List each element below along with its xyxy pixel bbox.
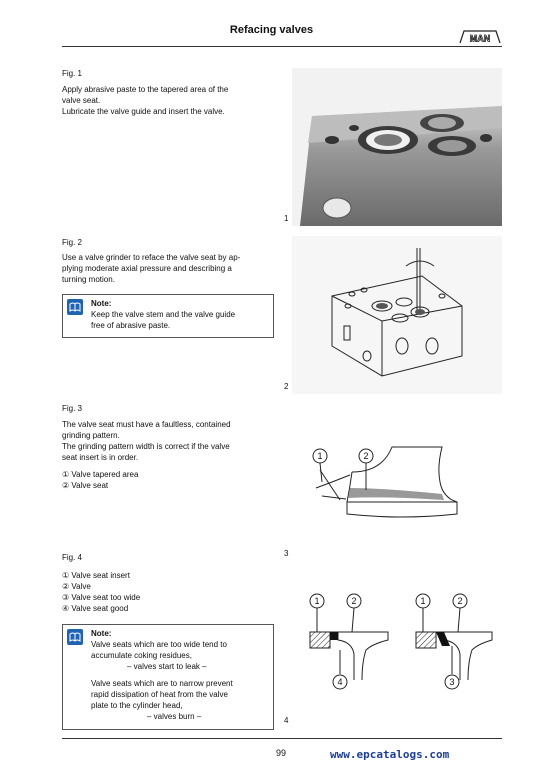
watermark-url: www.epcatalogs.com xyxy=(330,748,450,761)
footer-rule xyxy=(62,738,502,739)
note-line: Valve seats which are too wide tend to xyxy=(91,640,227,649)
fig-2-drawing xyxy=(292,236,502,394)
note-line: – valves burn – xyxy=(147,712,202,721)
fig-1-label: Fig. 1 xyxy=(62,69,83,78)
callout-left-2: 2 xyxy=(351,596,357,606)
fig-2-note xyxy=(62,294,274,338)
fig-4-label: Fig. 4 xyxy=(62,553,83,562)
callout-right-1: 1 xyxy=(420,596,426,606)
page-number: 99 xyxy=(276,748,287,758)
fig-2-number: 2 xyxy=(284,382,289,391)
fig-2-line: plying moderate axial pressure and describing a xyxy=(62,264,232,273)
note-line: Keep the valve stem and the valve guide xyxy=(91,310,236,319)
fig-1-photo xyxy=(292,68,502,226)
fig-3-line: grinding pattern. xyxy=(62,431,120,440)
fig-1-line: Lubricate the valve guide and insert the valve. xyxy=(62,107,225,116)
note-book-icon xyxy=(67,629,83,645)
fig-3-legend xyxy=(62,469,138,491)
callout-2: 2 xyxy=(363,451,369,461)
fig-3-line: seat insert is in order. xyxy=(62,453,139,462)
fig-1-line: valve seat. xyxy=(62,96,101,105)
fig-2-text xyxy=(62,252,240,285)
svg-text:MAN: MAN xyxy=(469,33,491,44)
legend-item: ② Valve seat xyxy=(62,481,109,490)
fig-3-number: 3 xyxy=(284,549,289,558)
note-title: Note: xyxy=(91,629,112,638)
note-line: Valve seats which are to narrow prevent xyxy=(91,679,233,688)
callout-left-4: 4 xyxy=(337,677,343,687)
legend-item: ② Valve xyxy=(62,582,91,591)
fig-4-legend xyxy=(62,570,140,614)
note-line: rapid dissipation of heat from the valve xyxy=(91,690,228,699)
legend-item: ④ Valve seat good xyxy=(62,604,129,613)
fig-1-number: 1 xyxy=(284,214,289,223)
note-line: – valves start to leak – xyxy=(127,662,207,671)
note-title: Note: xyxy=(91,299,112,308)
page-title: Refacing valves xyxy=(229,24,314,36)
legend-item: ① Valve seat insert xyxy=(62,571,130,580)
fig-3-line: The valve seat must have a faultless, contained xyxy=(62,420,231,429)
legend-item: ③ Valve seat too wide xyxy=(62,593,141,602)
fig-1-text xyxy=(62,84,228,117)
fig-2-line: Use a valve grinder to reface the valve seat by ap- xyxy=(62,253,241,262)
callout-right-2: 2 xyxy=(457,596,463,606)
fig-3-label: Fig. 3 xyxy=(62,404,83,413)
callout-left-1: 1 xyxy=(314,596,320,606)
note-line: free of abrasive paste. xyxy=(91,321,171,330)
header-rule xyxy=(62,46,502,47)
fig-1-line: Apply abrasive paste to the tapered area of the xyxy=(62,85,229,94)
fig-4-note xyxy=(62,624,274,730)
fig-4-drawing xyxy=(292,570,502,722)
fig-2-label: Fig. 2 xyxy=(62,238,83,247)
fig-3-drawing xyxy=(292,402,502,560)
fig-2-line: turning motion. xyxy=(62,275,115,284)
fig-3-line: The grinding pattern width is correct if the valve xyxy=(62,442,230,451)
legend-item: ① Valve tapered area xyxy=(62,470,139,479)
note-line: accumulate coking residues, xyxy=(91,651,192,660)
fig-4-number: 4 xyxy=(284,716,289,725)
fig-3-text xyxy=(62,419,231,463)
callout-1: 1 xyxy=(317,451,323,461)
callout-right-3: 3 xyxy=(449,677,455,687)
man-logo xyxy=(458,28,502,44)
note-book-icon xyxy=(67,299,83,315)
note-line: plate to the cylinder head, xyxy=(91,701,183,710)
